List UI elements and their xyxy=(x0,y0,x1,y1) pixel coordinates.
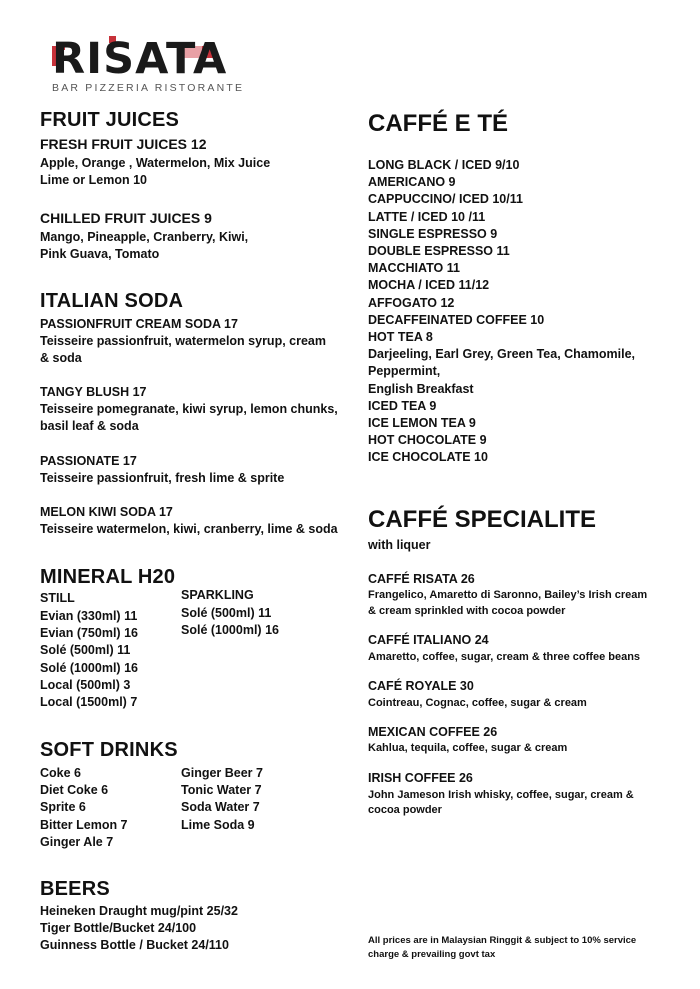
section-title-mineral: MINERAL H20 xyxy=(40,566,176,588)
still-water-list xyxy=(40,608,138,711)
beers-list xyxy=(40,903,238,955)
list-item: English Breakfast xyxy=(368,381,474,396)
caffe-list xyxy=(368,157,635,467)
list-item: Diet Coke 6 xyxy=(40,783,109,798)
list-item: MOCHA / ICED 11/12 xyxy=(368,278,490,293)
item-desc: cocoa powder xyxy=(368,804,442,816)
list-item: Lime Soda 9 xyxy=(181,817,255,832)
section-title-caffe-specialite: CAFFÉ SPECIALITE xyxy=(368,506,597,533)
item-desc: Amaretto, coffee, sugar, cream & three coffee beans xyxy=(368,651,641,663)
sparkling-water-list xyxy=(181,605,279,639)
item-desc: & soda xyxy=(40,351,82,365)
soft-drinks-list-1 xyxy=(40,765,128,851)
price-note: All prices are in Malaysian Ringgit & subject to 10% service xyxy=(368,935,637,946)
list-item: LATTE / ICED 10 /11 xyxy=(368,209,486,224)
section-title-soft-drinks: SOFT DRINKS xyxy=(40,739,178,761)
specialite-subtitle: with liquer xyxy=(368,538,431,552)
list-item: Solé (500ml) 11 xyxy=(181,606,272,620)
list-item: Tiger Bottle/Bucket 24/100 xyxy=(40,921,197,936)
item-irish-coffee: IRISH COFFEE 26 xyxy=(368,771,473,785)
list-item: Bitter Lemon 7 xyxy=(40,817,128,832)
section-title-caffe-e-te: CAFFÉ E TÉ xyxy=(368,110,509,137)
item-tangy-blush: TANGY BLUSH 17 xyxy=(40,385,147,399)
item-desc: Teisseire passionfruit, watermelon syrup, cream xyxy=(40,334,326,348)
list-item: LONG BLACK / ICED 9/10 xyxy=(368,158,520,172)
list-item: Peppermint, xyxy=(368,364,441,379)
list-item: CAPPUCCINO/ ICED 10/11 xyxy=(368,192,523,207)
list-item: Darjeeling, Earl Grey, Green Tea, Chamomile, xyxy=(368,347,635,362)
section-title-italian-soda: ITALIAN SODA xyxy=(40,290,184,312)
item-desc: Frangelico, Amaretto di Saronno, Bailey’s Irish cream xyxy=(368,589,648,601)
list-item: HOT CHOCOLATE 9 xyxy=(368,433,487,448)
section-title-beers: BEERS xyxy=(40,878,110,900)
list-item: Sprite 6 xyxy=(40,800,86,815)
list-item: Local (1500ml) 7 xyxy=(40,695,138,710)
soft-drinks-list-2 xyxy=(181,765,263,834)
item-desc: Teisseire watermelon, kiwi, cranberry, lime & soda xyxy=(40,522,338,536)
list-item: Evian (750ml) 16 xyxy=(40,626,138,641)
item-caffe-italiano: CAFFÉ ITALIANO 24 xyxy=(368,633,489,647)
item-desc: Kahlua, tequila, coffee, sugar & cream xyxy=(368,742,568,754)
item-desc: Pink Guava, Tomato xyxy=(40,247,160,261)
price-note: charge & prevailing govt tax xyxy=(368,949,496,960)
item-desc: basil leaf & soda xyxy=(40,419,139,433)
list-item: ICE LEMON TEA 9 xyxy=(368,416,476,431)
item-desc: Teisseire pomegranate, kiwi syrup, lemon chunks, xyxy=(40,402,338,416)
item-desc: Apple, Orange , Watermelon, Mix Juice xyxy=(40,156,271,170)
list-item: Tonic Water 7 xyxy=(181,783,262,798)
logo-wordmark: RISATA xyxy=(52,34,228,84)
still-label: STILL xyxy=(40,591,75,605)
list-item: Soda Water 7 xyxy=(181,800,260,815)
list-item: Ginger Beer 7 xyxy=(181,766,263,780)
list-item: Heineken Draught mug/pint 25/32 xyxy=(40,904,238,918)
list-item: DECAFFEINATED COFFEE 10 xyxy=(368,312,545,327)
item-desc: John Jameson Irish whisky, coffee, sugar, cream & xyxy=(368,789,634,801)
list-item: Guinness Bottle / Bucket 24/110 xyxy=(40,938,229,953)
list-item: Solé (1000ml) 16 xyxy=(40,660,138,675)
list-item: Coke 6 xyxy=(40,766,81,780)
item-caffe-risata: CAFFÉ RISATA 26 xyxy=(368,572,475,586)
list-item: ICED TEA 9 xyxy=(368,398,437,413)
section-title-fruit-juices: FRUIT JUICES xyxy=(40,109,180,131)
item-desc: Lime or Lemon 10 xyxy=(40,173,147,187)
list-item: Local (500ml) 3 xyxy=(40,677,131,692)
list-item: Evian (330ml) 11 xyxy=(40,609,138,623)
list-item: Solé (1000ml) 16 xyxy=(181,623,279,638)
item-passionate: PASSIONATE 17 xyxy=(40,454,137,468)
list-item: AMERICANO 9 xyxy=(368,175,456,190)
item-chilled-fruit-juices: CHILLED FRUIT JUICES 9 xyxy=(40,210,212,226)
item-fresh-fruit-juices: FRESH FRUIT JUICES 12 xyxy=(40,136,207,152)
sparkling-label: SPARKLING xyxy=(181,588,254,602)
logo xyxy=(52,34,245,98)
list-item: HOT TEA 8 xyxy=(368,330,433,345)
item-passionfruit-cream-soda: PASSIONFRUIT CREAM SODA 17 xyxy=(40,317,238,331)
item-desc: Teisseire passionfruit, fresh lime & sprite xyxy=(40,471,285,485)
item-desc: Cointreau, Cognac, coffee, sugar & cream xyxy=(368,697,587,709)
list-item: ICE CHOCOLATE 10 xyxy=(368,450,488,465)
item-mexican-coffee: MEXICAN COFFEE 26 xyxy=(368,725,498,739)
list-item: Ginger Ale 7 xyxy=(40,834,114,849)
list-item: DOUBLE ESPRESSO 11 xyxy=(368,244,510,259)
list-item: SINGLE ESPRESSO 9 xyxy=(368,226,498,241)
item-melon-kiwi-soda: MELON KIWI SODA 17 xyxy=(40,505,173,519)
logo-tagline: BAR PIZZERIA RISTORANTE xyxy=(52,82,245,94)
list-item: AFFOGATO 12 xyxy=(368,295,455,310)
item-cafe-royale: CAFÉ ROYALE 30 xyxy=(368,679,474,693)
list-item: MACCHIATO 11 xyxy=(368,261,460,276)
item-desc: Mango, Pineapple, Cranberry, Kiwi, xyxy=(40,230,249,244)
list-item: Solé (500ml) 11 xyxy=(40,643,131,658)
item-desc: & cream sprinkled with cocoa powder xyxy=(368,605,566,617)
